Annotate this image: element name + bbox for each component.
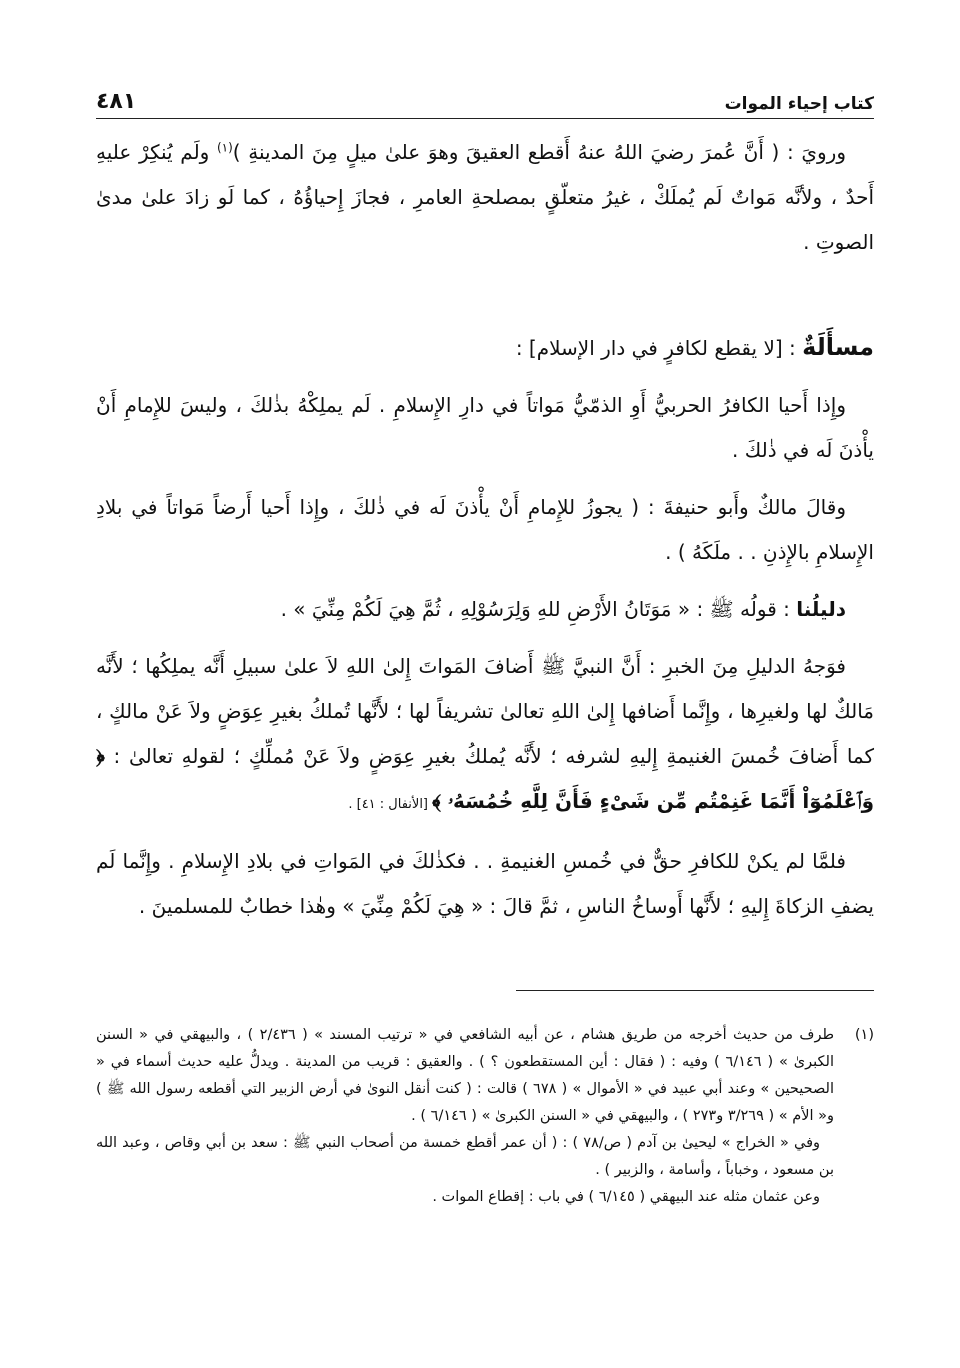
explanation-text: فوَجهُ الدليلِ مِنَ الخبرِ : أَنَّ النبيَّ ﷺ أَضافَ المَواتَ إِلىٰ اللهِ لاَ علىٰ سبيلِ أَنَّه يملِكُها ؛ لأَنَّه مَالكٌ لها ولغيرِها ، وإِنَّما أَضافها إِلىٰ اللهِ تعالىٰ تشريفاً لها ؛ لأَنَّها تُملكُ بغيرِ عِوَضٍ ولاَ عَنْ مالكٍ ، كما أَضافَ خُمسَ الغنيمةِ إِليهِ لشرفه ؛ لأَنَّه يُملكُ بغيرِ عِوَضٍ ولاَ عَنْ مُملِّكٍ ؛ لقولهِ تعالىٰ : [96,654,874,768]
footnote-number: (١) [854,1027,874,1043]
paragraph-narration [96,130,874,265]
paragraph-explanation [96,644,874,827]
footnotes [96,1022,874,1211]
running-header [96,78,874,114]
evidence-label: دليلُنا [796,597,846,621]
footnote-1 [96,1022,874,1130]
footnote-ref: (١) [216,140,233,155]
paragraph-ruling: وإِذا أَحيا الكافرُ الحربيُّ أَوِ الذمّيُّ مَواتاً في دارِ الإِسلامِ . لَم يملِكْهُ بذٰلكَ ، وليسَ للإِمامِ أَنْ يأْذنَ لَه في ذٰلكَ . [96,393,874,462]
masala-heading [96,325,874,371]
page-number: ٤٨١ [96,89,137,114]
main-text [96,130,874,941]
header-divider [96,118,874,119]
footnote-1-para-3: وعن عثمان مثله عند البيهقي ( ٦/١٤٥ ) في باب : إقطاع الموات . [432,1189,820,1205]
masala-title: : [لا يقطع لكافرٍ في دار الإسلام] : [515,336,803,360]
paragraph-opinion: وقالَ مالكٌ وأَبو حنيفةَ : ( يجوزُ للإِمامِ أَنْ يأْذنَ لَه في ذٰلكَ ، وإِذا أَحيا أَرضاً مَواتاً في بلادِ الإِسلامِ بالإِذنِ . . ملَكَهُ ) . [96,495,874,564]
verse-citation: [الأنفال : ٤١] . [348,797,433,812]
quran-verse: ﴿ وَٱعْلَمُوٓاْ أَنَّمَا غَنِمْتُم مِّن شَىْءٍ فَأَنَّ لِلَّهِ خُمُسَهُۥ ﴾ [96,744,874,813]
paragraph-evidence [96,587,874,632]
narration-text: ورويَ : ( أَنَّ عُمرَ رضيَ اللهُ عنهُ أَقطع العقيقَ وهوَ علىٰ ميلٍ مِنَ المدينةِ ) [232,140,846,164]
paragraph-conclusion: فلمَّا لم يكنْ للكافرِ حقٌّ في خُمسِ الغنيمةِ . . فكذٰلكَ في المَواتِ في بلادِ الإِسلامِ . وإِنَّما لَم يضفِ الزكاةَ إِليهِ ؛ لأَنَّها أَوساخُ الناسِ ، ثمَّ قالَ : « هِيَ لَكُمْ مِنِّيَ » وهٰذا خطابٌ للمسلمينَ . [96,849,874,918]
section-gap [96,277,874,325]
narration-text-cont: ولَم يُنكِرْ عليهِ أَحدٌ ، ولأنَّه مَواتٌ لَم يُملَكْ ، غيرُ متعلّقٍ بمصلحةِ العامرِ ، فجازَ إِحياؤُهُ ، كما لَو زادَ علىٰ مدىٰ الصوتِ . [96,140,874,254]
book-title: كتاب إحياء الموات [724,94,874,114]
masala-label: مسأَلَةٌ [802,333,874,361]
footnote-1-para-2: وفي « الخراج » ليحيىٰ بن آدم ( ص/٧٨ ) : ( أن عمر أقطع خمسة من أصحاب النبي ﷺ : سعد بن أبي وقاص ، وعبد الله بن مسعود ، وخباباً ، وأسامة ، والزبير ) . [96,1135,834,1178]
footnote-divider [516,990,874,991]
footnote-text: طرف من حديث أخرجه من طريق هشام ، عن أبيه الشافعي في « ترتيب المسند » ( ٢/٤٣٦ ) ، والبيهقي في « السنن الكبرىٰ » ( ٦/١٤٦ ) وفيه : ( فقال : أين المستقطعون ؟ ) . والعقيق : قريب من المدينة . ويدلُّ عليه حديث أسماء في « الصحيحين » وعند أبي عبيد في « الأموال » ( ٦٧٨ ) قالت : ( كنت أنقل النوىٰ في أرض الزبير التي أقطعه رسول الله ﷺ ) و« الأم » ( ٣/٢٦٩ و٢٧٣ ) ، والبيهقي في « السنن الكبرىٰ » ( ٦/١٤٦ ) . [96,1027,834,1124]
evidence-text: : قولُه ﷺ : « مَوَتَانُ الأَرْضِ للهِ وَلِرَسُوْلِهِ ، ثُمَّ هِيَ لَكُمْ مِنِّيَ » . [280,597,797,621]
